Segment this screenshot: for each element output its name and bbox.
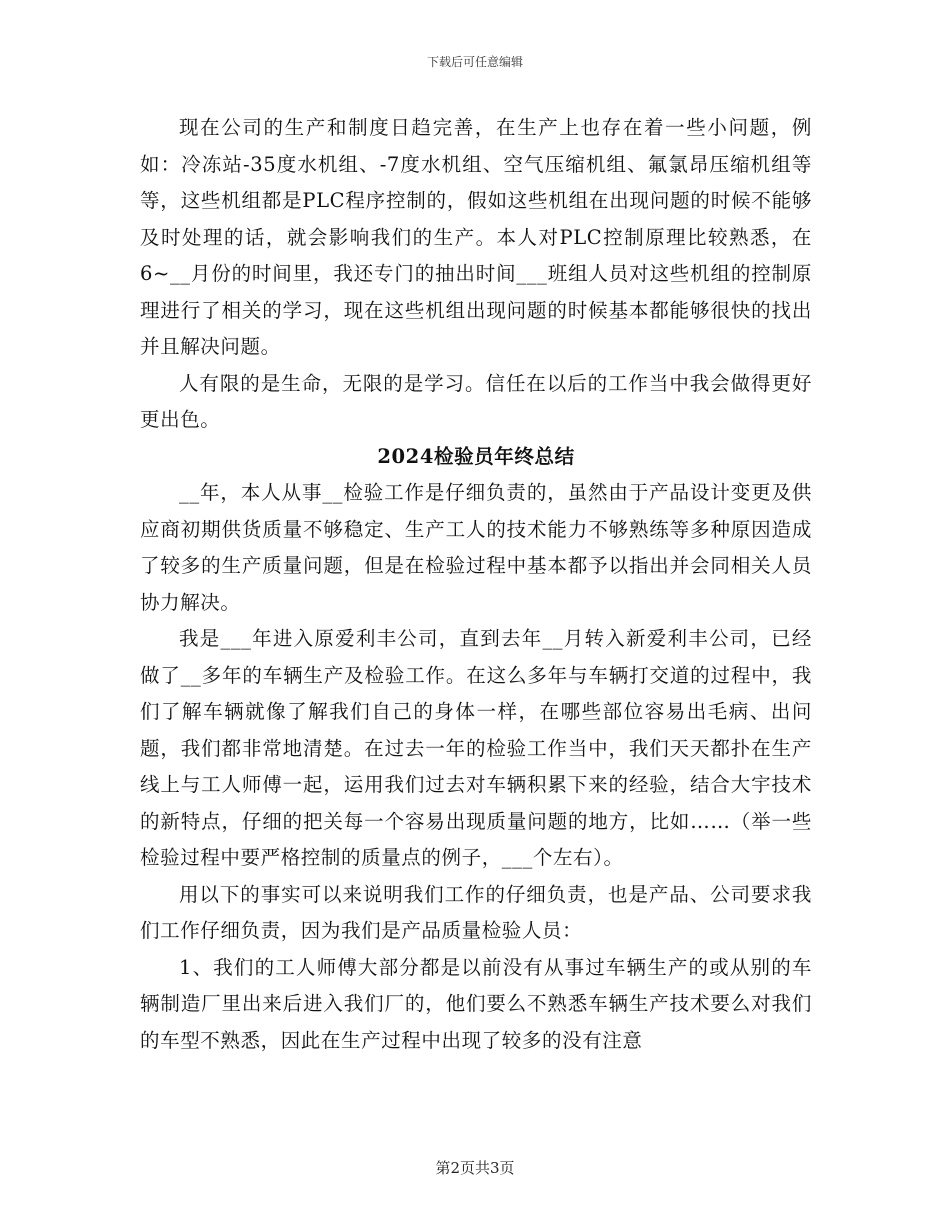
paragraph-4: 我是___年进入原爱利丰公司，直到去年__月转入新爱利丰公司，已经做了__多年的车辆生产及检验工作。在这么多年与车辆打交道的过程中，我们了解车辆就像了解我们自己的身体一样，在哪些部位容易出毛病、出问题，我们都非常地清楚。在过去一年的检验工作当中，我们天天都扑在生产线上与工人师傅一起，运用我们过去对车辆积累下来的经验，结合大宇技术的新特点，仔细的把关每一个容易出现质量问题的地方，比如……（举一些检验过程中要严格控制的质量点的例子，___个左右）。 <box>140 627 812 869</box>
section-title: 2024检验员年终总结 <box>377 444 575 468</box>
paragraph-3: __年，本人从事__检验工作是仔细负责的，虽然由于产品设计变更及供应商初期供货质量不够稳定、生产工人的技术能力不够熟练等多种原因造成了较多的生产质量问题，但是在检验过程中基本都予以指出并会同相关人员协力解决。 <box>140 481 812 614</box>
paragraph-1: 现在公司的生产和制度日趋完善，在生产上也存在着一些小问题，例如：冷冻站-35度水机组、-7度水机组、空气压缩机组、氟氯昂压缩机组等等，这些机组都是PLC程序控制的，假如这些机组在出现问题的时候不能够及时处理的话，就会影响我们的生产。本人对PLC控制原理比较熟悉，在6~__月份的时间里，我还专门的抽出时间___班组人员对这些机组的控制原理进行了相关的学习，现在这些机组出现问题的时候基本都能够很快的找出并且解决问题。 <box>140 116 812 358</box>
page-header: 下载后可任意编辑 <box>426 55 523 69</box>
document-body <box>140 110 812 1059</box>
paragraph-2: 人有限的是生命，无限的是学习。信任在以后的工作当中我会做得更好更出色。 <box>140 371 812 431</box>
page-footer: 第2页共3页 <box>435 1159 515 1177</box>
paragraph-5: 用以下的事实可以来说明我们工作的仔细负责，也是产品、公司要求我们工作仔细负责，因为我们是产品质量检验人员： <box>140 882 812 942</box>
paragraph-6: 1、我们的工人师傅大部分都是以前没有从事过车辆生产的或从别的车辆制造厂里出来后进入我们厂的，他们要么不熟悉车辆生产技术要么对我们的车型不熟悉，因此在生产过程中出现了较多的没有注意 <box>140 955 812 1052</box>
